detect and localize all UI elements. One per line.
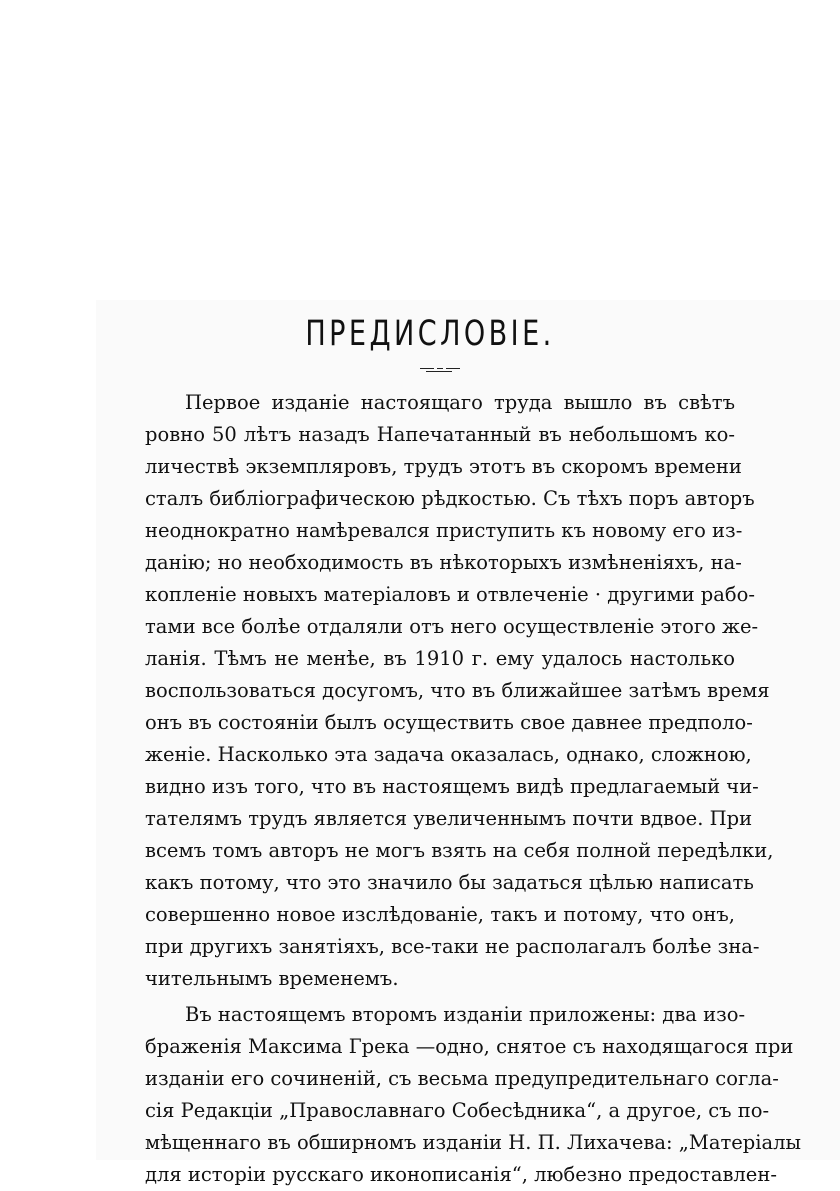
text-line: ланія. Тѣмъ не менѣе, въ 1910 г. ему удалось настолько — [145, 647, 735, 670]
text-line: мѣщеннаго въ обширномъ изданіи Н. П. Лихачева: „Матеріалы — [145, 1131, 802, 1154]
text-line: видно изъ того, что въ настоящемъ видѣ предлагаемый чи- — [145, 775, 759, 798]
text-line: тателямъ трудъ является увеличеннымъ почти вдвое. При — [145, 807, 753, 830]
text-line: всемъ томъ авторъ не могъ взять на себя полной передѣлки, — [145, 839, 774, 862]
text-line: Въ настоящемъ второмъ изданіи приложены: два изо- — [185, 1003, 746, 1026]
text-line: Первое изданіе настоящаго труда вышло въ свѣтъ — [185, 391, 735, 414]
text-line: сталъ библіографическою рѣдкостью. Съ тѣхъ поръ авторъ — [145, 487, 755, 510]
text-line: для исторіи русскаго иконописанія“, любезно предоставлен- — [145, 1163, 777, 1186]
text-line: совершенно новое изслѣдованіе, такъ и потому, что онъ, — [145, 903, 735, 926]
text-line: сія Редакціи „Православнаго Собесѣдника“, а другое, съ по- — [145, 1099, 770, 1122]
text-line: копленіе новыхъ матеріаловъ и отвлеченіе · другими рабо- — [145, 583, 755, 606]
page-title: ПРЕДИСЛОВІЕ. — [305, 314, 555, 354]
text-line: изданіи его сочиненій, съ весьма предупредительнаго согла- — [145, 1067, 779, 1090]
text-line: тами все болѣе отдаляли отъ него осуществленіе этого же- — [145, 615, 759, 638]
text-line: какъ потому, что это значило бы задаться цѣлью написать — [145, 871, 754, 894]
text-line: личествѣ экземпляровъ, трудъ этотъ въ скоромъ времени — [145, 455, 742, 478]
text-line: онъ въ состояніи былъ осуществить свое давнее предполо- — [145, 711, 753, 734]
title-ornament — [420, 366, 460, 374]
text-line: данію; но необходимость въ нѣкоторыхъ измѣненіяхъ, на- — [145, 551, 742, 574]
text-line: воспользоваться досугомъ, что въ ближайшее затѣмъ время — [145, 679, 770, 702]
text-line: при другихъ занятіяхъ, все-таки не располагалъ болѣе зна- — [145, 935, 760, 958]
text-line: браженія Максима Грека —одно, снятое съ находящагося при — [145, 1035, 794, 1058]
text-line: ровно 50 лѣтъ назадъ Напечатанный въ небольшомъ ко- — [145, 423, 735, 446]
text-line: чительнымъ временемъ. — [145, 967, 399, 990]
text-line: неоднократно намѣревался приступить къ новому его из- — [145, 519, 743, 542]
text-line: женіе. Насколько эта задача оказалась, однако, сложною, — [145, 743, 752, 766]
